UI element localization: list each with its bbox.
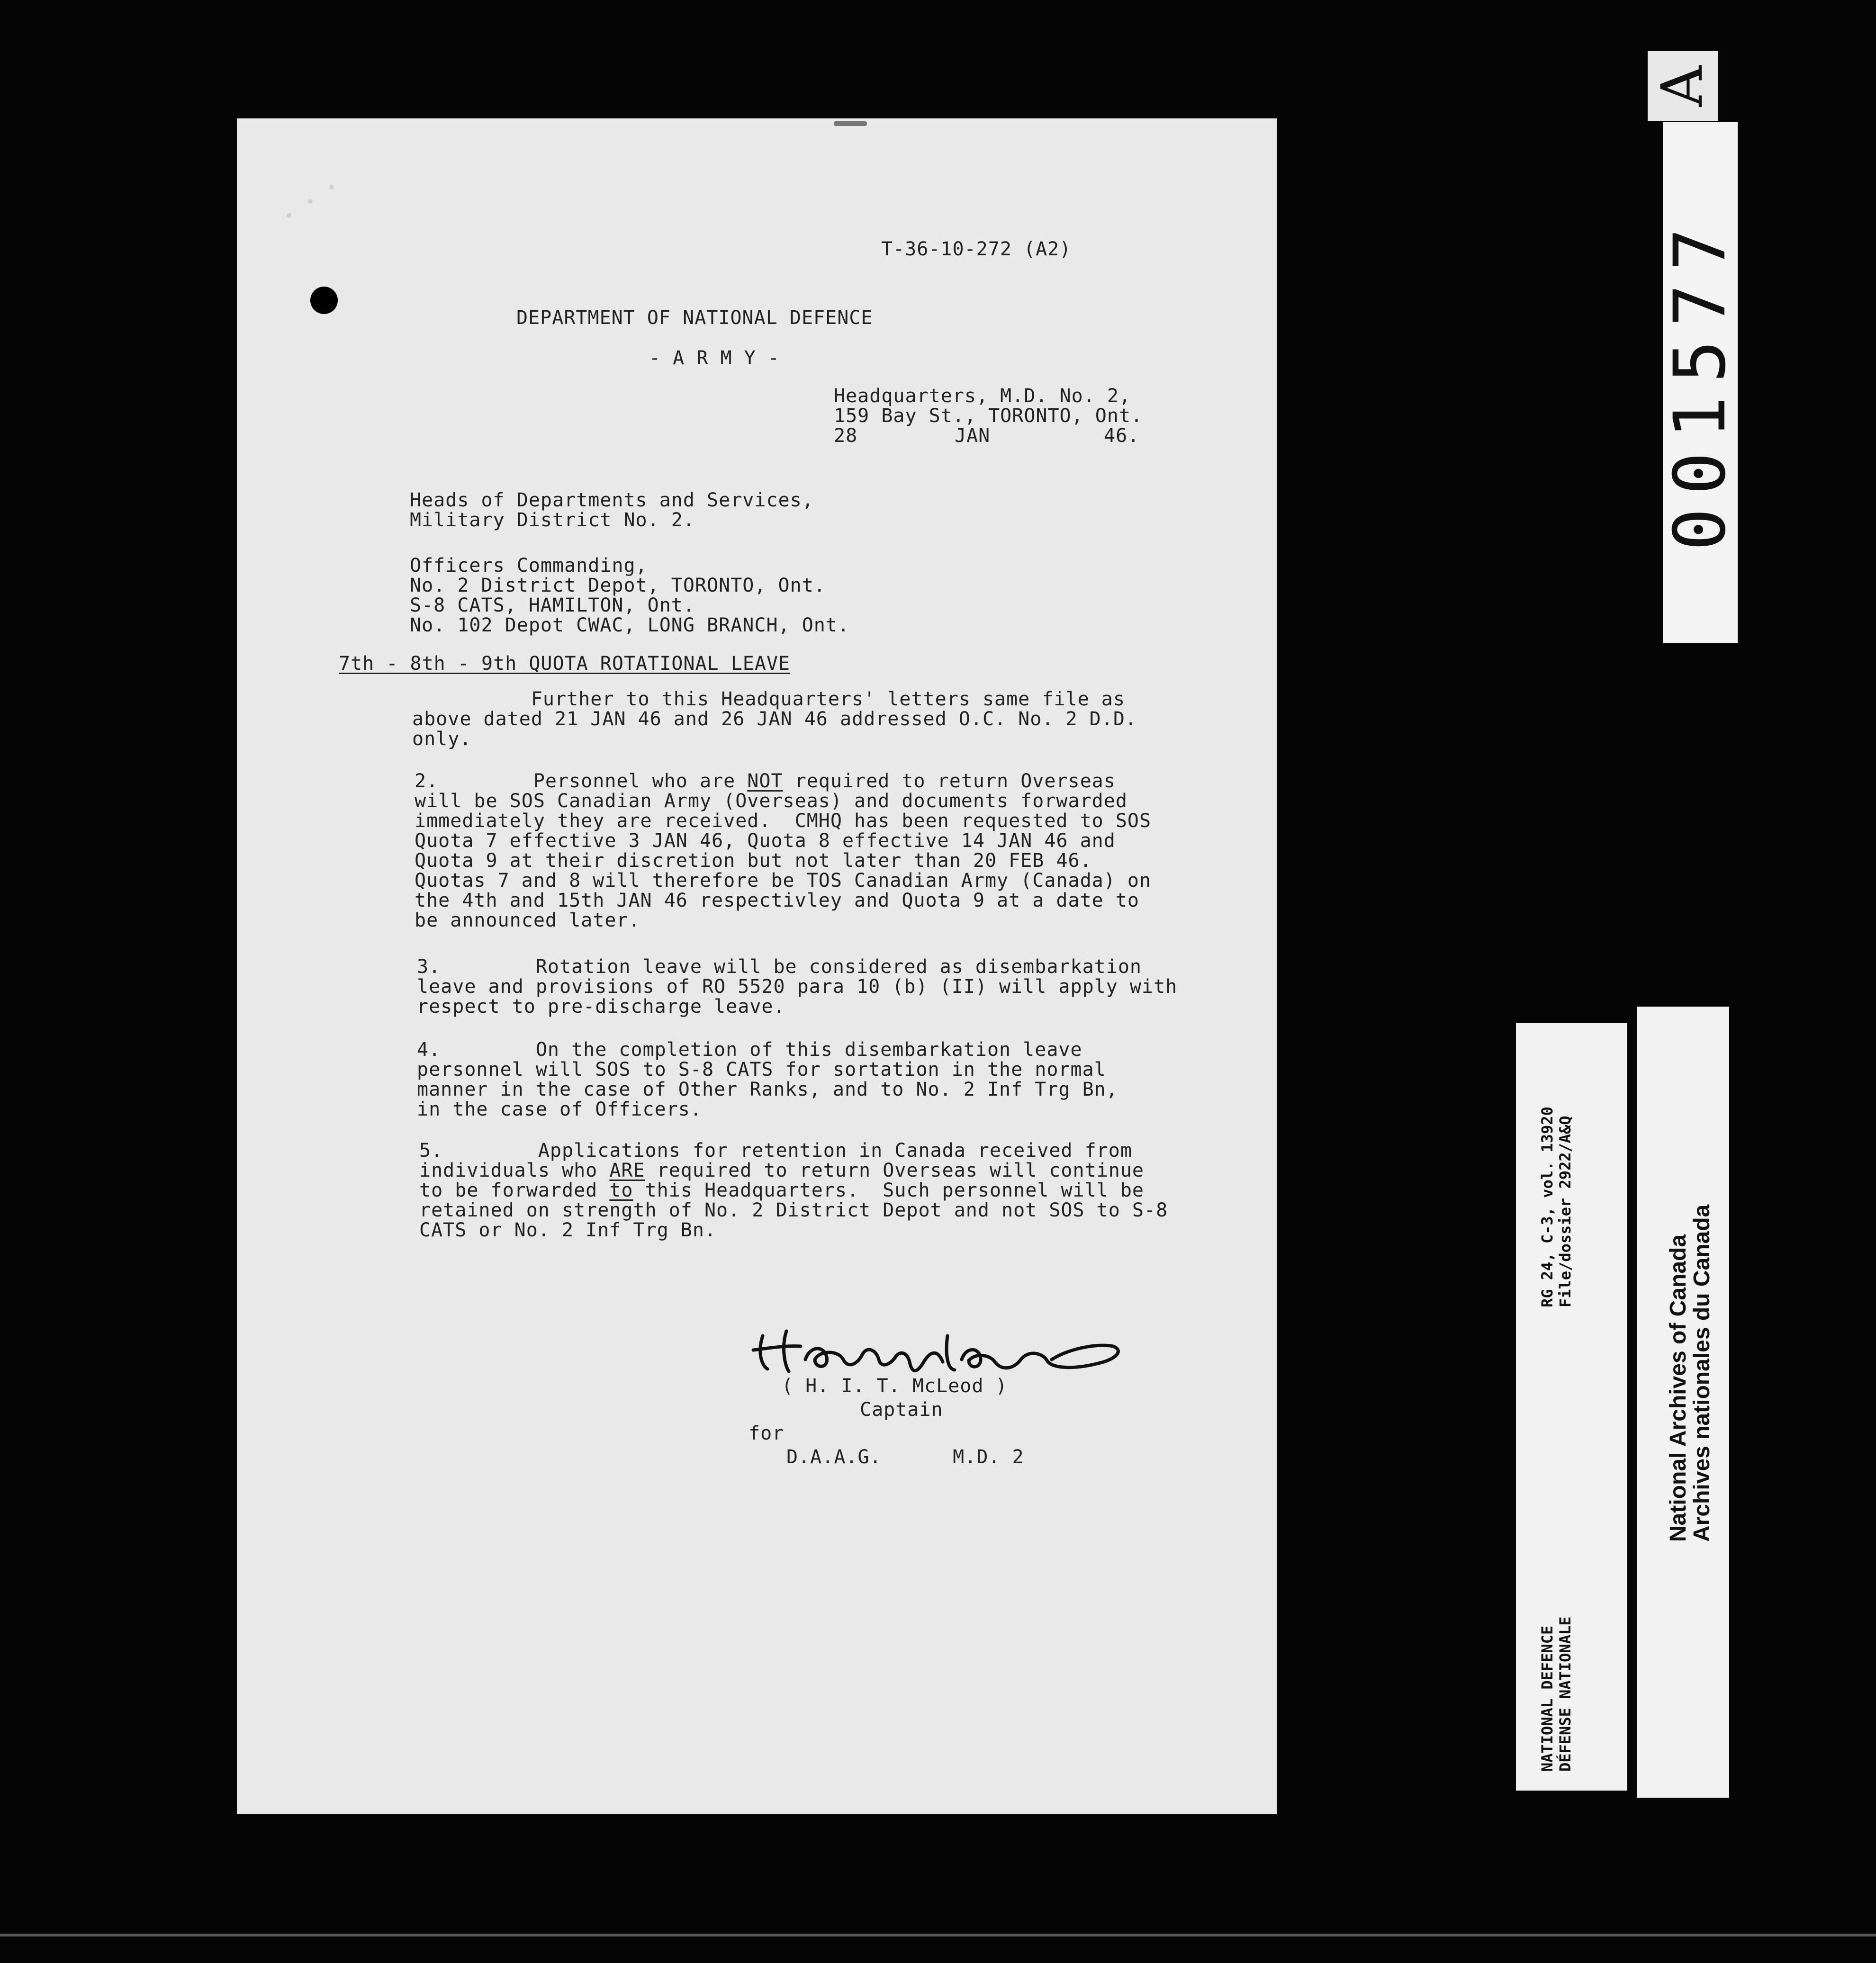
for-label: for (749, 1423, 785, 1444)
paragraph-2-line: be announced later. (415, 909, 640, 931)
date-year: 46. (1104, 425, 1140, 447)
paragraph-5-text: individuals who (419, 1160, 610, 1181)
paragraph-4-line: personnel will SOS to S-8 CATS for sortation in the normal (417, 1059, 1106, 1081)
addressee-2-line3: S-8 CATS, HAMILTON, Ont. (410, 594, 695, 616)
archive-tab-number: 001577 (1659, 215, 1741, 551)
signatory-rank: Captain (860, 1399, 943, 1421)
hq-address-line1: Headquarters, M.D. No. 2, (834, 385, 1131, 407)
paragraph-2-line: Quota 9 at their discretion but not later than 20 FEB 46. (415, 850, 1092, 872)
archives-line2: Archives nationales du Canada (1689, 1204, 1714, 1542)
sheet-speck (287, 213, 291, 218)
paragraph-1-line: above dated 21 JAN 46 and 26 JAN 46 addressed O.C. No. 2 D.D. (412, 708, 1137, 730)
hq-address-line2: 159 Bay St., TORONTO, Ont. (834, 405, 1143, 427)
film-edge-line (0, 1934, 1876, 1936)
paragraph-1-line: only. (412, 728, 472, 750)
paragraph-2-text: required to return Overseas (783, 770, 1116, 792)
paragraph-3-line: 3. Rotation leave will be considered as disembarkation (417, 956, 1142, 978)
addressee-2-line4: No. 102 Depot CWAC, LONG BRANCH, Ont. (410, 614, 850, 636)
document-sheet (237, 118, 1277, 1814)
paragraph-4-line: 4. On the completion of this disembarkation leave (417, 1039, 1082, 1061)
file-reference: T-36-10-272 (A2) (881, 238, 1072, 260)
paragraph-2-text: 2. Personnel who are (415, 770, 748, 792)
sheet-mark (834, 121, 867, 126)
archive-tab-number-strip (1659, 122, 1741, 643)
dept-line2: DÉFENSE NATIONALE (1556, 1616, 1574, 1772)
archives-line1: National Archives of Canada (1666, 1234, 1691, 1542)
for-office: D.A.A.G. M.D. 2 (786, 1446, 1024, 1468)
paragraph-3-line: respect to pre-discharge leave. (417, 996, 785, 1018)
archive-reference-label (1516, 1023, 1627, 1791)
paragraph-5-line: 5. Applications for retention in Canada received from (419, 1140, 1132, 1162)
paragraph-4-line: in the case of Officers. (417, 1099, 702, 1120)
emphasis-are: ARE (609, 1160, 645, 1181)
punch-hole (310, 287, 338, 314)
paragraph-5-line: CATS or No. 2 Inf Trg Bn. (419, 1219, 717, 1241)
paragraph-2-line: immediately they are received. CMHQ has been requested to SOS (415, 810, 1152, 832)
sheet-speck (329, 185, 334, 189)
paragraph-5-text: to be forwarded (419, 1180, 610, 1201)
addressee-1-line1: Heads of Departments and Services, (410, 489, 814, 511)
army-heading: - A R M Y - (649, 347, 780, 369)
paragraph-2-line: the 4th and 15th JAN 46 respectivley and Quota 9 at a date to (415, 890, 1140, 911)
paragraph-5-line: retained on strength of No. 2 District Depot and not SOS to S-8 (419, 1199, 1168, 1221)
reference-line1: RG 24, C-3, vol. 13920 (1538, 1107, 1556, 1307)
reference-line2: File/dossier 2922/A&Q (1556, 1116, 1574, 1307)
archive-institution-label (1637, 1007, 1729, 1798)
subject-line: 7th - 8th - 9th QUOTA ROTATIONAL LEAVE (339, 653, 791, 675)
date-day: 28 (834, 425, 858, 447)
sheet-speck (308, 199, 313, 204)
archive-tab-letter: A (1648, 51, 1718, 121)
emphasis-to: to (609, 1180, 633, 1201)
addressee-2-line1: Officers Commanding, (410, 555, 648, 576)
paragraph-5-text: this Headquarters. Such personnel will be (633, 1180, 1145, 1201)
addressee-2-line2: No. 2 District Depot, TORONTO, Ont. (410, 575, 826, 596)
signatory-name: ( H. I. T. McLeod ) (782, 1375, 1008, 1397)
paragraph-4-line: manner in the case of Other Ranks, and to No. 2 Inf Trg Bn, (417, 1079, 1118, 1100)
paragraph-2-line: will be SOS Canadian Army (Overseas) and documents forwarded (415, 790, 1127, 812)
paragraph-2-line: Quota 7 effective 3 JAN 46, Quota 8 effective 14 JAN 46 and (415, 830, 1116, 852)
department-heading: DEPARTMENT OF NATIONAL DEFENCE (516, 307, 873, 329)
paragraph-2-line: Quotas 7 and 8 will therefore be TOS Canadian Army (Canada) on (415, 870, 1152, 891)
emphasis-not: NOT (747, 770, 783, 792)
paragraph-1-line: Further to this Headquarters' letters same file as (412, 688, 1125, 710)
paragraph-3-line: leave and provisions of RO 5520 para 10 (b) (II) will apply with (417, 976, 1178, 998)
handwritten-signature (744, 1317, 1132, 1383)
dept-line1: NATIONAL DEFENCE (1538, 1625, 1556, 1772)
addressee-1-line2: Military District No. 2. (410, 509, 695, 531)
date-month: JAN (955, 425, 991, 447)
paragraph-5-text: required to return Overseas will continue (645, 1160, 1145, 1181)
